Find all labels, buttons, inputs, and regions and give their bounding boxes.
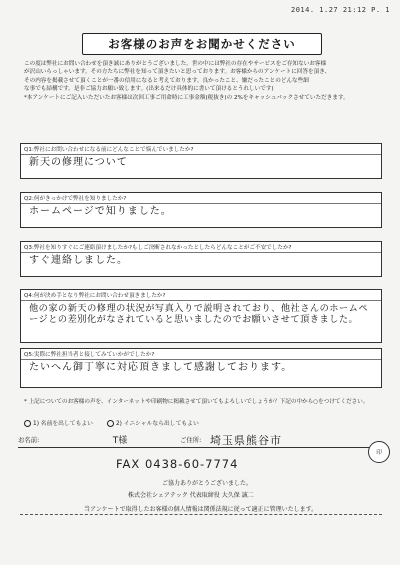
radio-icon: [24, 420, 31, 427]
question-label: Q2:何がきっかけで弊社を知りましたか?: [21, 193, 381, 204]
question-box-q4: [20, 289, 382, 343]
option-name-ok[interactable]: [24, 418, 93, 427]
intro-line: *本アンケートにご記入いただいたお客様は次回工事ご用命時に工事金額(税抜き)の 2%をキャッシュバックさせていただきます。: [24, 94, 349, 101]
question-label: Q5:実際に弊社担当者と接してみていかがでしたか?: [21, 349, 381, 360]
stamp-text: 印: [376, 450, 382, 456]
question-box-q3: [20, 241, 382, 277]
answer-text[interactable]: たいへん御丁寧に対応頂きまして感謝しております。: [29, 362, 293, 373]
thanks-text: ご協力ありがとうございました。: [162, 480, 253, 487]
intro-text: [24, 60, 380, 102]
option-initial-ok[interactable]: [107, 418, 199, 427]
intro-line: この度は弊社にお問い合わせを頂き誠にありがとうございました。世の中には弊社の存在やサービスをご存知ないお客様: [24, 61, 327, 67]
customer-info-row: [18, 432, 384, 448]
intro-line: その内容を掲載させて頂くことが一番の信用になると考えております。良かったこと、嫌だったことのどんな些細: [24, 77, 309, 84]
answer-text[interactable]: すぐ連絡しました。: [29, 255, 128, 266]
fax-number: FAX 0438-60-7774: [116, 457, 239, 471]
question-label: Q1:弊社にお問い合わせになる前にどんなことで悩んでいましたか?: [21, 144, 381, 155]
radio-icon: [107, 420, 114, 427]
intro-line: が沢山いらっしゃいます。その方たちに弊社を知って頂きたいと思っております。お客様からのアンケートに回答を頂き、: [24, 69, 331, 76]
address-value[interactable]: 埼玉県熊谷市: [210, 433, 282, 447]
company-line: 株式会社シェアテック 代表取締役 大久保 誠二: [128, 492, 254, 499]
question-label: Q3:弊社を知りすぐにご連絡頂けましたか?もしご決断されなかったとしたらどんなことがご不安でしたか?: [21, 242, 381, 253]
privacy-note: 当アンケートで取得したお客様の個人情報は関係法規に従って適正に管理いたします。: [84, 506, 318, 513]
intro-line: な事でも結構です。是非ご協力お願い致します。(出来るだけ具体的に書いて頂けるとうれしいです): [24, 86, 274, 93]
divider: [20, 514, 382, 515]
answer-text[interactable]: 他の家の新天の修理の状況が写真入りで説明されており、他社さんのホームページとの差別化がなされていると思いましたのでお願いさせて頂きました。: [29, 303, 369, 326]
answer-text[interactable]: 新天の修理について: [29, 157, 128, 168]
question-box-q2: [20, 192, 382, 228]
question-box-q1: [20, 143, 382, 179]
answer-text[interactable]: ホームページで知りました。: [29, 206, 172, 217]
publish-options: [24, 418, 199, 427]
option-label: 2) イニシャルなら出してもよい: [115, 421, 199, 427]
option-label: 1) 名前を出してもよい: [33, 421, 93, 427]
page-title: [82, 33, 322, 55]
stamp-icon: [368, 441, 390, 463]
question-label: Q4:何が決め手となり弊社にお問い合わせ頂きましたか?: [21, 290, 381, 301]
fax-header: 2014. 1.27 21:12 P. 1: [290, 6, 390, 14]
name-label: お名前:: [18, 436, 40, 444]
name-value[interactable]: T様: [112, 436, 128, 446]
question-box-q5: [20, 348, 382, 388]
address-label: ご住所:: [180, 436, 202, 444]
page-title-text: お客様のお声をお聞かせください: [108, 37, 296, 51]
publish-consent-note: * 上記についてのお客様の声を、インターネットや印刷物に掲載させて頂いてもよろしいでしょうか？下記の中から○をつけてください。: [24, 399, 369, 405]
